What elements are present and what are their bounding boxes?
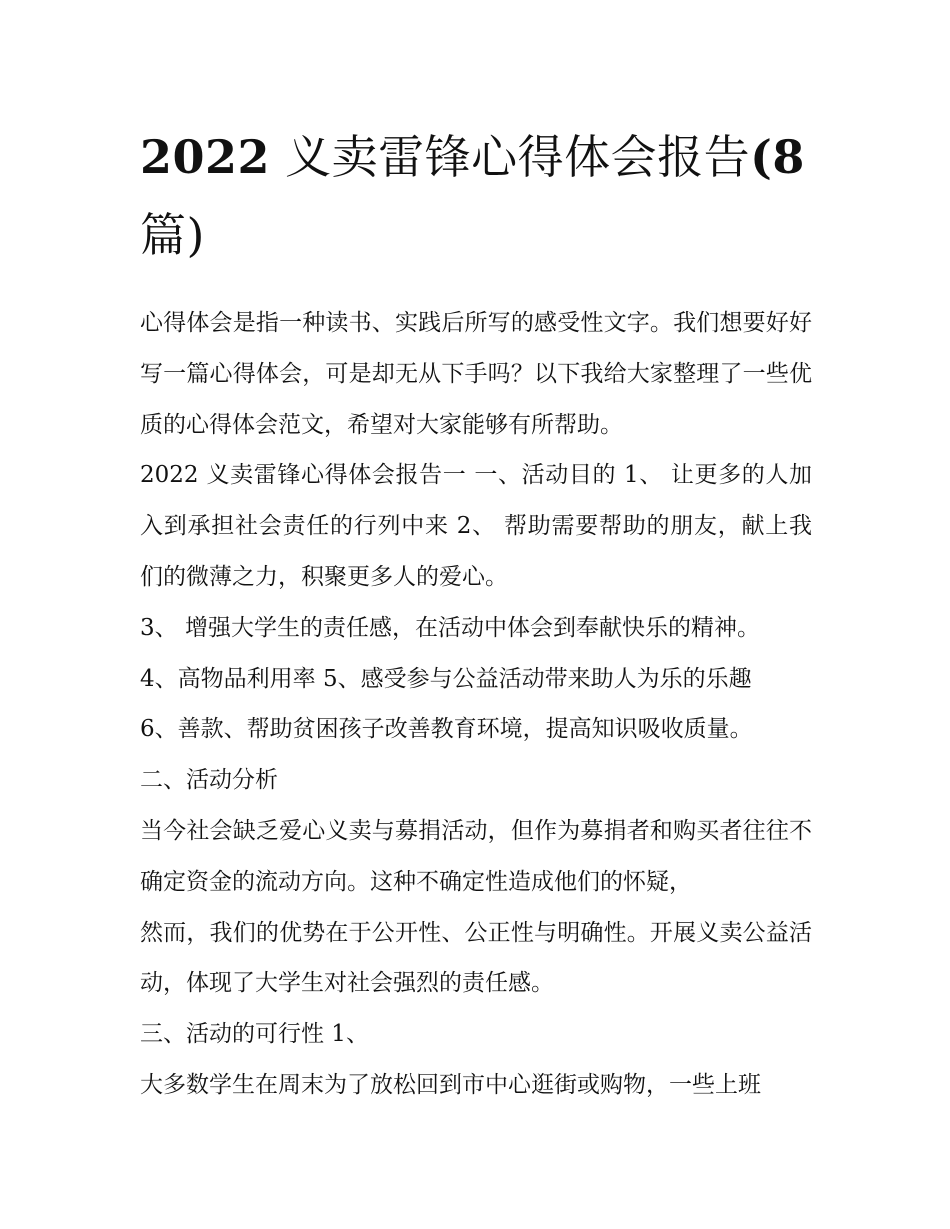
title-main: 义卖雷锋心得体会报告 [270,130,751,184]
goal-3-paragraph: 3、 增强大学生的责任感，在活动中体会到奉献快乐的精神。 [140,614,760,641]
section-2-heading: 二、活动分析 [140,767,278,794]
feasibility-paragraph: 大多数学生在周末为了放松回到市中心逛街或购物，一些上班 [140,1071,761,1098]
section-3-heading: 三、活动的可行性 1、 [140,1021,369,1048]
title-count-unit: 篇) [140,208,205,262]
title-year: 2022 [140,130,271,184]
goal-6-paragraph: 6、善款、帮助贫困孩子改善教育环境，提高知识吸收质量。 [140,716,753,743]
report-one-paragraph: 2022 义卖雷锋心得体会报告一 一、活动目的 1、 让更多的人加入到承担社会责任的行列中来 2、 帮助需要帮助的朋友，献上我们的微薄之力，积聚更多人的爱心。 [140,462,812,590]
advantage-paragraph: 然而，我们的优势在于公开性、公正性与明确性。开展义卖公益活动，体现了大学生对社会强烈的责任感。 [140,919,812,997]
document-title [140,118,812,274]
document-body [140,298,812,1111]
intro-paragraph: 心得体会是指一种读书、实践后所写的感受性文字。我们想要好好写一篇心得体会，可是却无从下手吗？以下我给大家整理了一些优质的心得体会范文，希望对大家能够有所帮助。 [140,310,812,438]
goal-4-5-paragraph: 4、高物品利用率 5、感受参与公益活动带来助人为乐的乐趣 [140,665,752,692]
analysis-paragraph: 当今社会缺乏爱心义卖与募捐活动，但作为募捐者和购买者往往不确定资金的流动方向。这种不确定性造成他们的怀疑， [140,817,812,895]
document-content [140,118,812,1111]
title-count-open: (8 [750,130,805,184]
